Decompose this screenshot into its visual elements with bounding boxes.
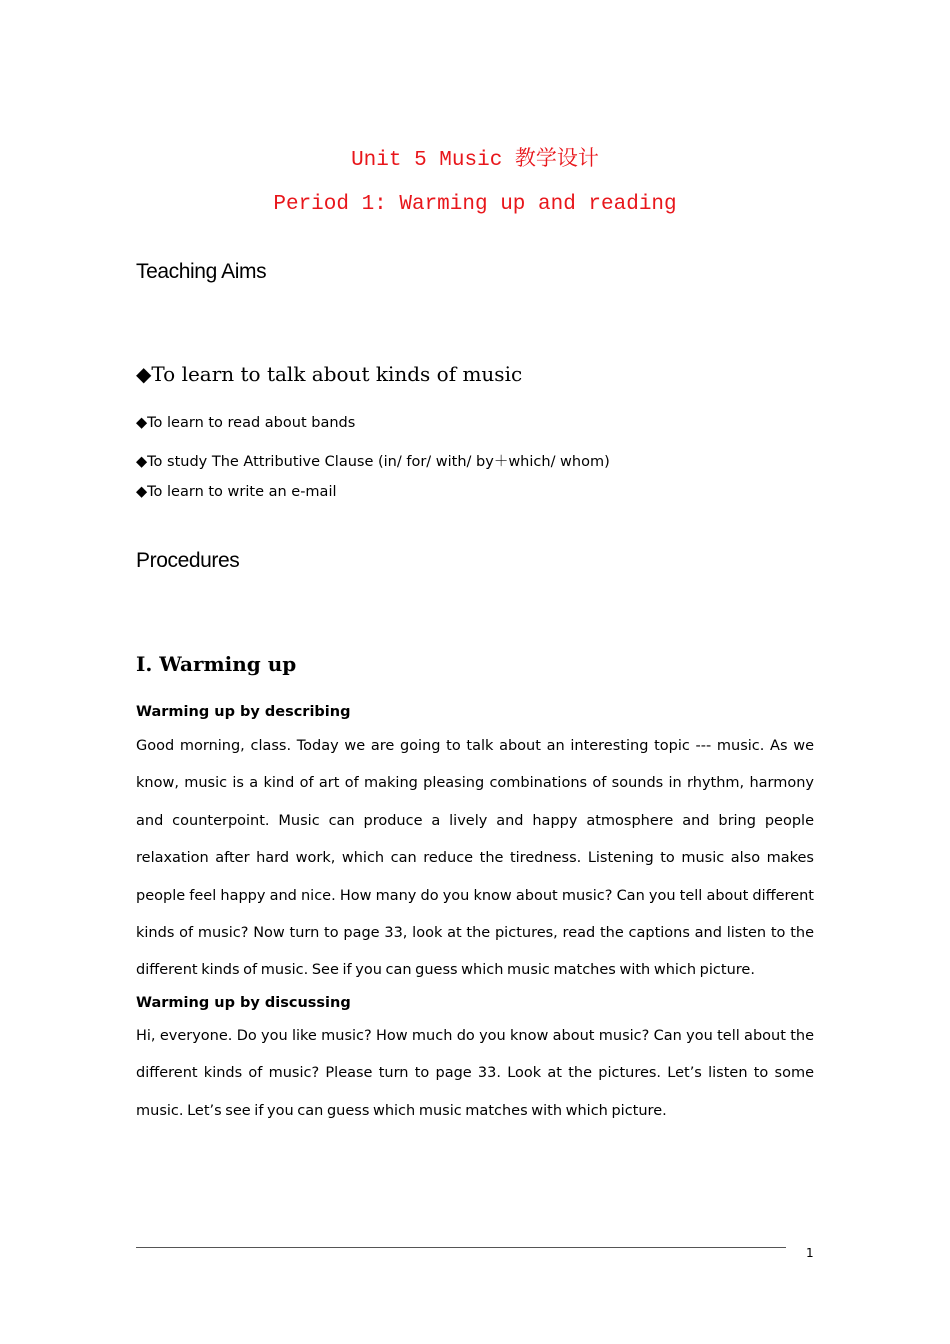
paragraph-describing: Good morning, class. Today we are going to talk about an interesting topic --- music. As we know, music is a kind of art of making pleasing combinations of sounds in rhythm, harmony and counterpoint. Music can produce a lively and happy atmosphere and bring people relaxation after hard work, which can reduce the tiredness. Listening to music also makes people feel happy and nice. How many do you know about music? Can you tell about different kinds of music? Now turn to page 33, look at the pictures, read the captions and listen to the different kinds of music. See if you can guess which music matches with which picture.	[136, 738, 814, 979]
subheading-describing: Warming up by describing	[136, 704, 351, 720]
footer-rule	[136, 1247, 786, 1248]
procedures-heading: Procedures	[136, 549, 240, 572]
section-title: I. Warming up	[136, 652, 297, 676]
aim-item-3: ◆To study The Attributive Clause (in/ for/ with/ by＋which/ whom)	[136, 454, 610, 470]
teaching-aims-heading: Teaching Aims	[136, 260, 267, 283]
document-subtitle: Period 1: Warming up and reading	[273, 193, 677, 216]
document-title: Unit 5 Music 教学设计	[351, 149, 599, 172]
page-number: 1	[806, 1246, 814, 1260]
aim-item-4: ◆To learn to write an e-mail	[136, 484, 337, 500]
subheading-discussing: Warming up by discussing	[136, 995, 351, 1011]
aim-item-1: ◆To learn to talk about kinds of music	[136, 362, 523, 386]
aim-item-2: ◆To learn to read about bands	[136, 415, 356, 431]
paragraph-discussing: Hi, everyone. Do you like music? How much do you know about music? Can you tell about the different kinds of music? Please turn to page 33. Look at the pictures. Let’s listen to some music. Let’s see if you can guess which music matches with which picture.	[136, 1028, 814, 1119]
